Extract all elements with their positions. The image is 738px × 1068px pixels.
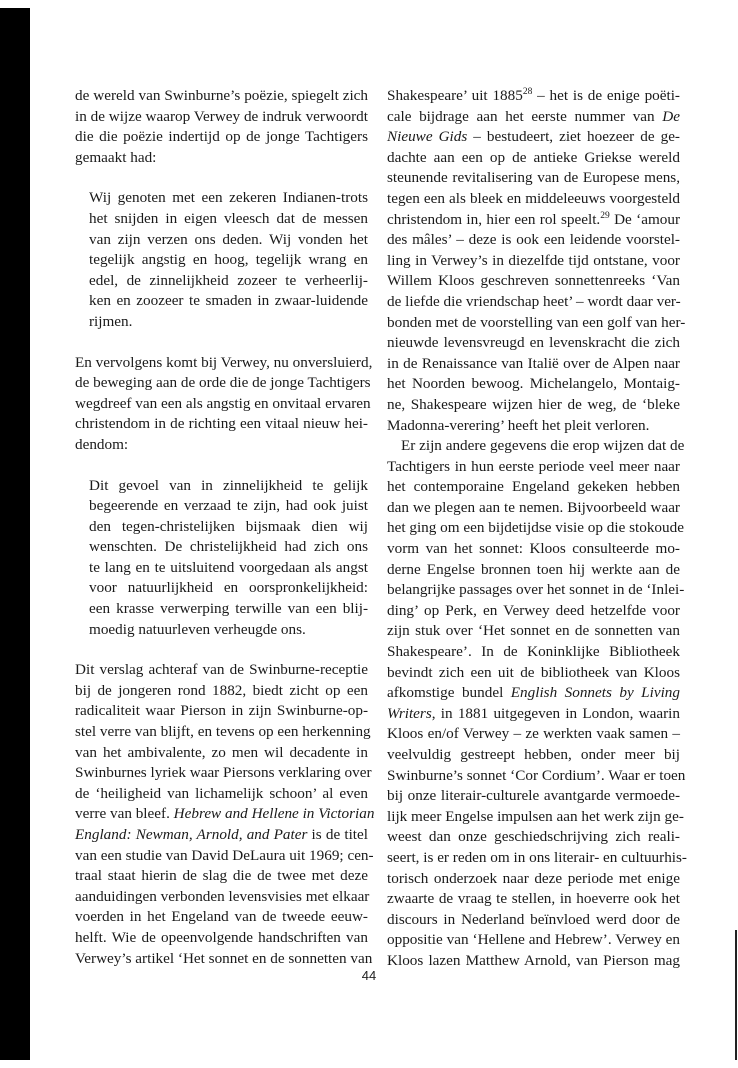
- text-run: De ‘amour: [609, 210, 681, 228]
- text-line: gemaakt had:: [75, 148, 157, 166]
- scan-edge-right: [735, 930, 737, 1060]
- block-quote: [89, 188, 368, 332]
- quote-line: Dit gevoel van in zinnelijkheid te gelijk: [89, 476, 368, 494]
- text-line: radicaliteit waar Pierson in zijn Swinburne-op-: [75, 702, 368, 720]
- journal-title: Nieuwe Gids: [387, 128, 468, 146]
- text-line: bevindt zich een uit de bibliotheek van Kloos: [387, 663, 680, 681]
- book-title: Hebrew and Hellene in Victorian: [173, 805, 375, 823]
- text-run: verre van bleef.: [75, 805, 174, 823]
- footnote-ref-29[interactable]: 29: [600, 210, 610, 221]
- text-line: zijn stuk over ‘Het sonnet en de sonnetten van: [387, 622, 680, 640]
- text-run: , in 1881 uitgegeven in London, waarin: [431, 704, 680, 722]
- text-line: belangrijke passages over het sonnet in de ‘Inlei-: [387, 581, 685, 599]
- right-column: [387, 86, 687, 972]
- text-line: discours in Nederland beïnvloed werd door de: [387, 910, 680, 928]
- text-line: tegen een als bleek en middeleeuws voorgesteld: [387, 189, 680, 207]
- text-line: de beweging aan de orde die de jonge Tachtigers: [75, 374, 371, 392]
- quote-line: van zijn verzen ons deden. Wij vonden het: [89, 230, 368, 248]
- text-line: lijk meer Engelse impulsen aan het werk zijn ge-: [387, 807, 684, 825]
- text-line: stel verre van blijft, en tevens op een herkenning: [75, 723, 371, 741]
- quote-line: rijmen.: [89, 312, 133, 330]
- quote-line: voor natuurlijkheid en oorspronkelijkheid:: [89, 579, 368, 597]
- text-line: het Noorden bewoog. Michelangelo, Montaig-: [387, 375, 680, 393]
- journal-title: De: [662, 107, 680, 125]
- text-line: in de Renaissance van Italië over de Alpen naar: [387, 354, 680, 372]
- paragraph: [75, 353, 373, 456]
- text-line: het ging om een bijdetijdse visie op die stokoude: [387, 519, 684, 537]
- text-line: Verwey’s artikel ‘Het sonnet en de sonnetten van: [75, 949, 373, 967]
- text-line: oppositie van ‘Hellene and Hebrew’. Verwey en: [387, 931, 680, 949]
- text-line: weest dan onze geschiedschrijving zich reali-: [387, 828, 680, 846]
- text-line: Tachtigers in hun eerste periode veel meer naar: [387, 457, 680, 475]
- text-line: dachte aan een op de antieke Griekse wereld: [387, 148, 680, 166]
- quote-line: tegelijk angstig en hoog, tegelijk wrang en: [89, 251, 368, 269]
- text-line: Dit verslag achteraf van de Swinburne-receptie: [75, 661, 368, 679]
- quote-line: te lang en te uitsluitend voorgedaan als angst: [89, 558, 368, 576]
- text-line: [387, 127, 680, 148]
- text-line: de ‘heiligheid van lichamelijk schoon’ al even: [75, 784, 368, 802]
- text-line: aanduidingen verbonden levensvisies met elkaar: [75, 887, 370, 905]
- text-line: dendom:: [75, 435, 129, 453]
- text-line: des mâles’ – deze is ook een leidende voorstel-: [387, 231, 680, 249]
- text-line: bij de jongeren rond 1882, biedt zicht op een: [75, 681, 368, 699]
- text-line: zwaarte de vraag te stellen, in hoeverre ook het: [387, 890, 680, 908]
- text-line: van een studie van David DeLaura uit 1969; cen-: [75, 846, 374, 864]
- text-line: [75, 825, 368, 846]
- text-line: de liefde die vriendschap heet’ – wordt daar ver-: [387, 292, 681, 310]
- text-line: derne Engelse bronnen toen hij werkte aan de: [387, 560, 680, 578]
- book-title: England: Newman, Arnold, and Pater: [75, 826, 308, 843]
- quote-line: edel, de zinnelijkheid zozeer te verheerlij-: [89, 271, 368, 289]
- text-line: torisch onderzoek naar deze periode met enige: [387, 869, 680, 887]
- quote-line: ken en zoozeer te smaden in zwaar-luidende: [89, 292, 368, 310]
- text-line: vorm van het sonnet: Kloos consulteerde mo-: [387, 540, 680, 558]
- left-column: [75, 86, 375, 969]
- text-run: is de titel: [307, 826, 368, 843]
- text-line: steunende revitalisering van de Europese mens,: [387, 169, 680, 187]
- text-line: die die poëzie indertijd op de jonge Tachtigers: [75, 128, 368, 146]
- block-quote: [89, 476, 368, 641]
- text-line: ne, Shakespeare wijzen hier de weg, de ‘bleke: [387, 395, 680, 413]
- text-line: [387, 683, 680, 704]
- text-line: [387, 107, 680, 128]
- text-line: Er zijn andere gegevens die erop wijzen dat de: [401, 437, 685, 455]
- quote-line: wenschten. De christelijkheid had zich ons: [89, 538, 368, 556]
- footnote-ref-28[interactable]: 28: [522, 87, 533, 97]
- text-run: – bestudeert, ziet hoezeer de ge-: [467, 128, 680, 146]
- text-line: [387, 704, 680, 725]
- text-line: traal staat hierin de slag die de twee met deze: [75, 867, 368, 885]
- text-line: Shakespeare’. In de Koninklijke Bibliotheek: [387, 643, 680, 661]
- text-line: Kloos en/of Verwey – ze werkten vaak samen –: [387, 725, 680, 743]
- book-title: Writers: [387, 704, 432, 722]
- text-line: [387, 86, 680, 107]
- text-run: Shakespeare’ uit 1885: [387, 87, 523, 104]
- quote-line: begeerende en verzaad te zijn, had ook juist: [89, 497, 368, 515]
- text-line: in de wijze waarop Verwey de indruk verwoordt: [75, 107, 368, 125]
- scan-edge-left: [0, 8, 30, 1060]
- page-number: 44: [361, 968, 377, 983]
- quote-line: het snijden in eigen vleesch dat de messen: [89, 209, 368, 227]
- quote-line: moedig natuurleven verheugde ons.: [89, 620, 306, 638]
- text-line: [387, 210, 680, 231]
- text-line: Kloos lazen Matthew Arnold, van Pierson mag: [387, 951, 680, 969]
- text-line: dan we plegen aan te nemen. Bijvoorbeeld waar: [387, 498, 680, 516]
- text-line: En vervolgens komt bij Verwey, nu onversluierd,: [75, 353, 373, 371]
- paragraph: [75, 660, 375, 969]
- text-line: bij onze literair-culturele avantgarde vermoede-: [387, 787, 680, 805]
- text-line: christendom in de richting een vitaal nieuw hei-: [75, 415, 368, 433]
- text-line: de wereld van Swinburne’s poëzie, spiegelt zich: [75, 87, 368, 104]
- text-line: Swinburnes lyriek waar Piersons verklaring over: [75, 764, 372, 782]
- text-run: afkomstige bundel: [387, 684, 511, 702]
- text-line: helft. Wie de opeenvolgende handschriften van: [75, 928, 368, 946]
- paragraph: [387, 436, 687, 971]
- text-line: wegdreef van een als angstig en onvitaal ervaren: [75, 394, 371, 412]
- text-line: seert, is er reden om in ons literair- en cultuurhis-: [387, 848, 687, 866]
- paragraph: [387, 86, 686, 436]
- text-line: het contemporaine Engeland gekeken hebben: [387, 478, 680, 496]
- text-line: bonden met de voorstelling van een golf van her-: [387, 313, 686, 331]
- text-line: nieuwde levensvreugd en levenskracht die zich: [387, 334, 680, 352]
- text-line: veelvuldig gestreept hebben, onder meer bij: [387, 746, 680, 763]
- text-line: [75, 804, 375, 825]
- book-title: English Sonnets by Living: [510, 684, 680, 702]
- text-run: christendom in, hier een rol speelt.: [387, 210, 601, 228]
- text-line: Madonna-verering’ heeft het pleit verloren.: [387, 416, 650, 434]
- quote-line: den tegen-christelijken bijsmaak dien wij: [89, 517, 368, 535]
- quote-line: een krasse verwerping terwille van een blij-: [89, 600, 368, 618]
- text-line: Swinburne’s sonnet ‘Cor Cordium’. Waar er toen: [387, 766, 686, 784]
- text-line: van het ambivalente, zo men wil decadente in: [75, 743, 368, 761]
- text-run: cale bijdrage aan het eerste nummer van: [387, 107, 663, 125]
- text-run: – het is de enige poëti-: [532, 87, 680, 104]
- text-line: ding’ op Perk, en Verwey deed hetzelfde voor: [387, 601, 680, 619]
- text-line: voerden in het Engeland van de tweede eeuw-: [75, 908, 368, 926]
- text-line: Willem Kloos geschreven sonnettenreeks ‘Van: [387, 272, 680, 290]
- paragraph: [75, 86, 368, 168]
- quote-line: Wij genoten met een zekeren Indianen-trots: [89, 189, 368, 207]
- text-line: ling in Verwey’s in diezelfde tijd ontstane, voor: [387, 251, 680, 269]
